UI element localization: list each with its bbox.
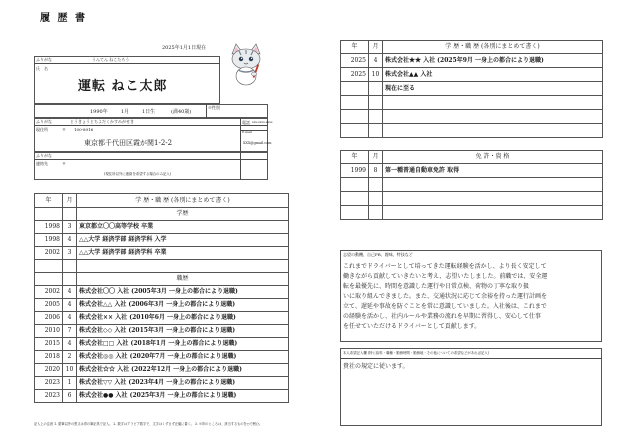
address-furigana-label: ふりがな <box>36 119 52 124</box>
motivation-line: 立て、遅延や事故を防ぐことを常に意識していました。入社後は、これまで <box>343 303 547 310</box>
table-row: 2025 4 株式会社★★ 入社 (2025年9月 一身上の都合により退職) <box>341 54 603 68</box>
phone-label: 電話 <box>242 120 250 125</box>
document-title: 履 歴 書 <box>40 13 87 24</box>
contact-note: (現住所以外に連絡を希望する場合のみ記入) <box>104 172 172 176</box>
motivation-line: 働きながら貢献していきたいと考え、志望いたしました。前職では、安全運 <box>343 273 548 280</box>
right-month-header: 月 <box>369 41 383 54</box>
address-label: 現住所 <box>36 127 48 132</box>
wishes-text: 貴社の規定に従います。 <box>343 363 409 370</box>
work-section-label: 職歴 <box>77 273 289 286</box>
postal-mark: 〒 <box>62 127 66 132</box>
right-year-header: 年 <box>341 41 369 54</box>
license-year-header: 年 <box>341 151 369 164</box>
table-row: 現在に至る <box>341 82 603 96</box>
postal-code: 100-8916 <box>74 127 94 132</box>
birth-day: 1日生 <box>142 109 156 115</box>
name-label: 氏 名 <box>36 66 48 71</box>
contact-label: 連絡先 <box>36 161 48 166</box>
table-row: 2002 4 株式会社〇〇 入社 (2005年3月 一身上の都合により退職) <box>35 286 289 299</box>
table-row: 2010 7 株式会社◇◇ 入社 (2015年3月 一身上の都合により退職) <box>35 325 289 338</box>
history-table <box>34 193 289 403</box>
furigana-name: うんてん ねこたろう <box>92 57 130 62</box>
table-row: 2006 4 株式会社×× 入社 (2010年6月 一身上の都合により退職) <box>35 312 289 325</box>
licenses-table <box>340 150 603 220</box>
right-title-header: 学 歴・職 歴 (各別にまとめて書く) <box>383 41 603 54</box>
table-row: 1999 8 第一種普通自動車免許 取得 <box>341 164 603 178</box>
address-furigana: とうきょうとちよだくかすみがせき <box>70 119 134 124</box>
table-row: 2025 10 株式会社▲▲ 入社 <box>341 68 603 82</box>
license-month-header: 月 <box>369 151 383 164</box>
phone-number: xxx-xxxx-xxxx <box>252 120 273 124</box>
email-address: XXX@gmail.com <box>243 141 272 145</box>
education-section-label: 学歴 <box>77 208 289 221</box>
table-row: 2018 2 株式会社◎◎ 入社 (2020年7月 一身上の都合により退職) <box>35 351 289 364</box>
motivation-line: いに取り組んできました。また、交通状況に応じて余裕を持った運行計画を <box>343 293 548 300</box>
birth-month: 1月 <box>121 109 130 115</box>
gender-label: ※性別 <box>208 105 220 110</box>
wishes-box <box>340 348 602 426</box>
birth-year: 1990年 <box>90 109 108 115</box>
history-continued-table <box>340 40 603 138</box>
history-month-header: 月 <box>63 194 77 208</box>
table-row: 1998 4 △△大学 経済学部 経済学科 入学 <box>35 234 289 247</box>
table-row: 1998 3 東京都立〇〇高等学校 卒業 <box>35 221 289 234</box>
table-row: 2023 1 株式会社▽▽ 入社 (2023年4月 一身上の都合により退職) <box>35 377 289 390</box>
motivation-line: を任せていただけるドライバーとして貢献します。 <box>343 323 481 330</box>
footnote: 記入上の注意 1. 鉛筆以外の黒又は青の筆記具で記入。 2. 数字はアラビア数字で、文字はくずさず正確に書く。 3. ※印のところは、該当するものを○で囲む。 <box>34 422 263 426</box>
motivation-line: これまでドライバーとして培ってきた運転経験を活かし、より長く安定して <box>343 263 547 270</box>
motivation-label: 志望の動機、自己PR、趣味、特技など <box>343 252 413 257</box>
cat-photo-illustration <box>224 42 268 86</box>
table-row: 2002 3 △△大学 経済学部 経済学科 卒業 <box>35 247 289 260</box>
cat-driver-icon <box>224 42 268 86</box>
table-row: 2020 10 株式会社☆☆ 入社 (2022年12月 一身上の都合により退職) <box>35 364 289 377</box>
furigana-label: ふりがな <box>36 57 52 62</box>
wishes-label: 本人希望記入欄 (特に給料・職種・勤務時間・勤務地・その他についての希望などがあれば記入) <box>343 351 490 355</box>
applicant-name: 運転 ねこ太郎 <box>78 79 168 94</box>
contact-postal-mark: 〒 <box>62 161 66 166</box>
motivation-line: の経験を活かし、社内ルールや業務の流れを早期に習得し、安心して仕事 <box>343 313 541 320</box>
table-row: 2015 4 株式会社□□ 入社 (2018年1月 一身上の都合により退職) <box>35 338 289 351</box>
email-label: E-mail <box>242 130 252 134</box>
age: (満40歳) <box>171 109 192 115</box>
table-row: 2005 4 株式会社△△ 入社 (2006年3月 一身上の都合により退職) <box>35 299 289 312</box>
table-row: 2023 6 株式会社●● 入社 (2025年3月 一身上の都合により退職) <box>35 390 289 403</box>
license-title-header: 免 許・資 格 <box>383 151 603 164</box>
contact-furigana-label: ふりがな <box>36 153 52 158</box>
document-date: 2025年1月1日現在 <box>162 45 207 51</box>
motivation-line: 転を最優先に、時間を意識した運行や日常点検、荷物の丁寧な取り扱 <box>343 283 530 290</box>
history-title-header: 学 歴・職 歴 (各別にまとめて書く) <box>77 194 289 208</box>
address: 東京都千代田区霞が関1-2-2 <box>84 139 173 147</box>
history-year-header: 年 <box>35 194 63 208</box>
